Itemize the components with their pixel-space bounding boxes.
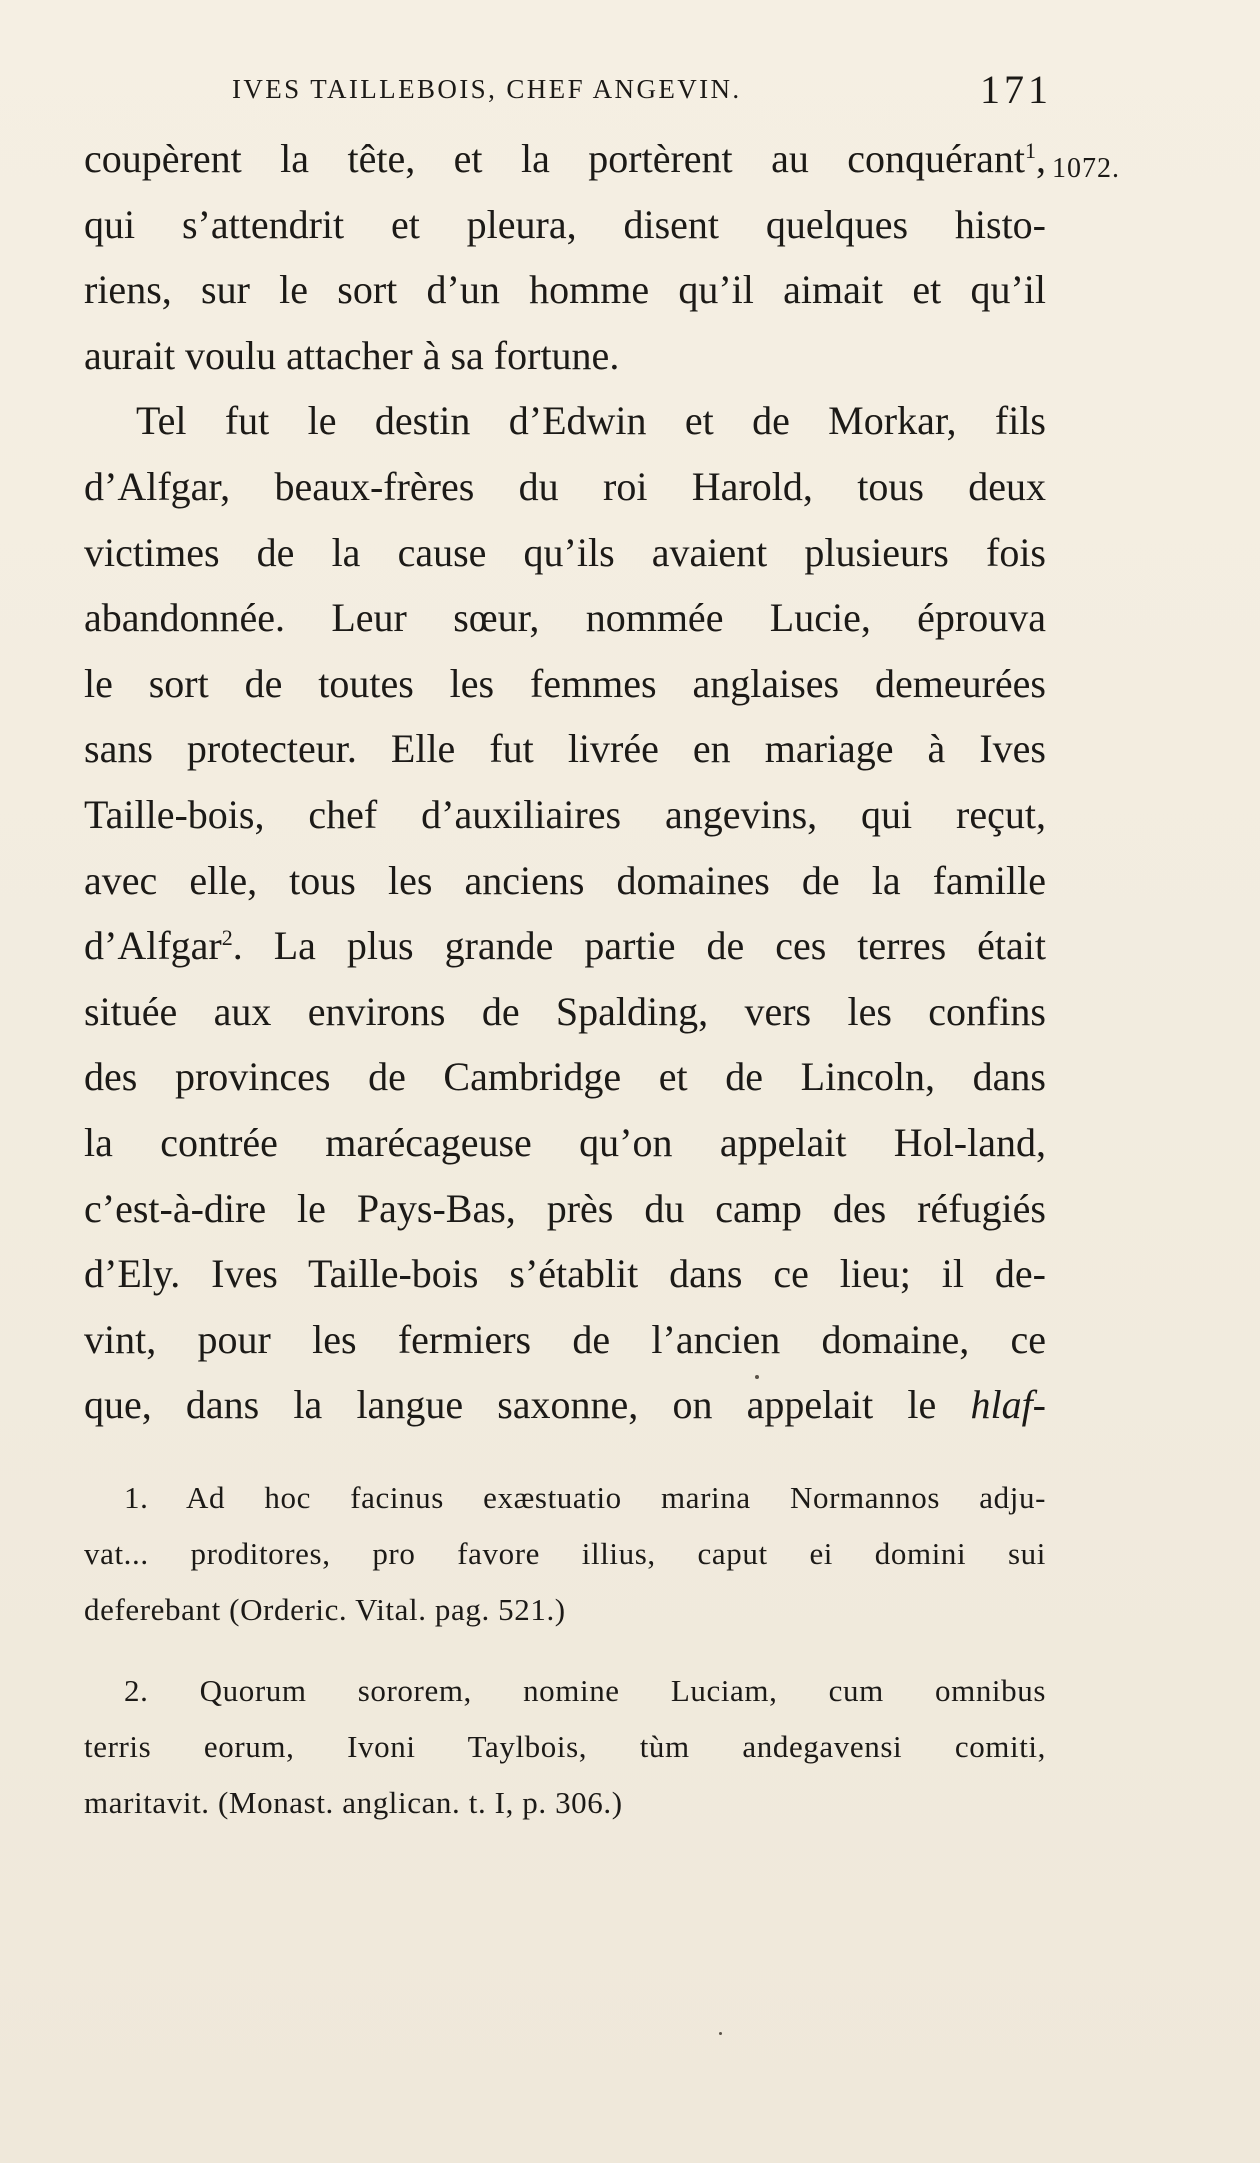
- running-head: [232, 66, 1052, 116]
- footnote-line: deferebant (Orderic. Vital. pag. 521.): [84, 1591, 566, 1627]
- text-line: victimes de la cause qu’ils avaient plusieurs fois: [84, 529, 1046, 575]
- text-line: que, dans la langue saxonne, on appelait le hlaf-: [84, 1382, 1046, 1428]
- text-line: le sort de toutes les femmes anglaises demeurées: [84, 660, 1046, 706]
- text-line: Taille-bois, chef d’auxiliaires angevins, qui reçut,: [84, 791, 1046, 837]
- footnote-line: maritavit. (Monast. anglican. t. I, p. 306.): [84, 1784, 623, 1820]
- text-line: d’Ely. Ives Taille-bois s’établit dans ce lieu; il de-: [84, 1251, 1046, 1297]
- text-line: riens, sur le sort d’un homme qu’il aimait et qu’il: [84, 267, 1046, 313]
- ink-speck: [719, 2032, 722, 2035]
- footnotes: [84, 1470, 1046, 1831]
- italic-word: hlaf-: [970, 1382, 1046, 1428]
- text-line: la contrée marécageuse qu’on appelait Hol-land,: [84, 1119, 1046, 1165]
- text-line: d’Alfgar$^2$. La plus grande partie de ces terres était: [84, 923, 1046, 969]
- margin-year-note: 1072.: [1052, 153, 1120, 184]
- main-text: [84, 126, 1046, 1438]
- text-line: d’Alfgar, beaux-frères du roi Harold, tous deux: [84, 463, 1046, 509]
- text-line: des provinces de Cambridge et de Lincoln, dans: [84, 1054, 1046, 1100]
- page-number: 171: [980, 67, 1052, 112]
- text-line: qui s’attendrit et pleura, disent quelques histo-: [84, 201, 1046, 247]
- footnote-line: 1. Ad hoc facinus exæstuatio marina Normannos adju-: [124, 1480, 1046, 1515]
- footnote-ref: 1: [1025, 138, 1036, 163]
- text-line: aurait voulu attacher à sa fortune.: [84, 332, 620, 378]
- footnote-line: 2. Quorum sororem, nomine Luciam, cum omnibus: [124, 1673, 1046, 1709]
- running-title: IVES TAILLEBOIS, CHEF ANGEVIN.: [232, 74, 742, 104]
- ink-speck: [755, 1375, 759, 1379]
- text-line: Tel fut le destin d’Edwin et de Morkar, fils: [136, 398, 1046, 444]
- text-line: avec elle, tous les anciens domaines de la famille: [84, 857, 1046, 903]
- footnote-line: terris eorum, Ivoni Taylbois, tùm andegavensi comiti,: [84, 1729, 1046, 1765]
- text-line: c’est-à-dire le Pays-Bas, près du camp des réfugiés: [84, 1185, 1046, 1231]
- text-line: abandonnée. Leur sœur, nommée Lucie, éprouva: [84, 595, 1046, 641]
- footnote-number: 1.: [124, 1480, 149, 1515]
- footnote-line: vat... proditores, pro favore illius, caput ei domini sui: [84, 1535, 1046, 1571]
- footnote-ref: 2: [221, 925, 233, 951]
- text-line: sans protecteur. Elle fut livrée en mariage à Ives: [84, 726, 1046, 772]
- text-line: située aux environs de Spalding, vers les confins: [84, 988, 1046, 1034]
- footnote-number: 2.: [124, 1673, 149, 1709]
- text-line: coupèrent la tête, et la portèrent au conquérant$^1$,: [84, 136, 1046, 181]
- text-line: vint, pour les fermiers de l’ancien domaine, ce: [84, 1316, 1046, 1362]
